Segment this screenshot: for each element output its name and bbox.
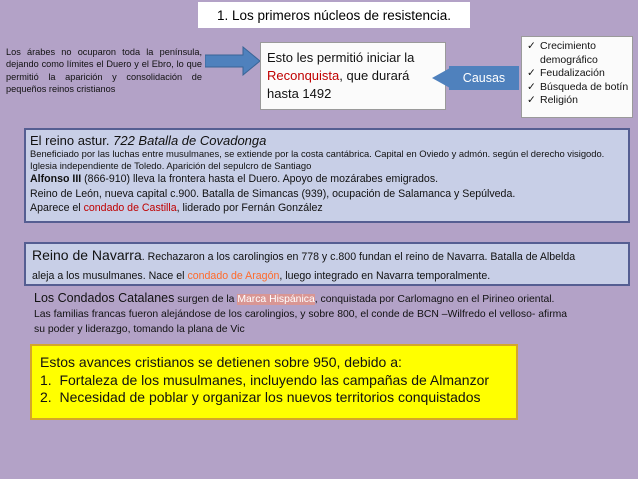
avances-item: 2. Necesidad de poblar y organizar los nuevos territorios conquistados	[40, 389, 481, 405]
navarra-heading: Reino de Navarra	[32, 247, 142, 263]
summary-line-2-rest: , que durará	[339, 68, 410, 83]
intro-text: Los árabes no ocuparon toda la península, dejando como límites el Duero y el Ebro, lo que permitió la aparición y consolidación de pequeños reinos cristianos	[6, 47, 202, 95]
avances-cristianos-box	[30, 344, 518, 420]
cause-item: ✓ Crecimiento demográfico	[527, 40, 598, 66]
astur-line-4: Reino de León, nueva capital c.900. Batalla de Simancas (939), ocupación de Salamanca y Sepúlveda.	[30, 187, 516, 200]
cataluna-heading: Los Condados Catalanes	[34, 291, 175, 305]
avances-intro: Estos avances cristianos se detienen sobre 950, debido a:	[40, 354, 402, 370]
astur-line-1: Beneficiado por las luchas entre musulmanes, se extiende por la costa cantábrica. Capital en Oviedo y admón. según el derecho visigodo.	[30, 148, 605, 159]
reconquista-summary-box	[260, 42, 446, 110]
cause-item: ✓ Religión	[527, 94, 578, 107]
causes-box	[521, 36, 633, 118]
slide-title: 1. Los primeros núcleos de resistencia.	[198, 2, 470, 28]
cataluna-line-2: Las familias francas fueron alejándose de los carolingios, y sobre 800, el conde de BCN –Wilfredo el velloso- afirma	[34, 309, 568, 320]
astur-line-3: Alfonso III (866-910) lleva la frontera hasta el Duero. Apoyo de mozárabes emigrados.	[30, 173, 439, 185]
cataluna-line-3: su poder y liderazgo, tomando la plana de Vic	[34, 324, 245, 335]
summary-line-1: Esto les permitió iniciar la	[267, 50, 415, 65]
check-icon: ✓	[527, 67, 536, 80]
causes-list	[527, 40, 629, 108]
avances-item: 1. Fortaleza de los musulmanes, incluyendo las campañas de Almanzor	[40, 371, 490, 388]
right-arrow-icon	[205, 46, 261, 76]
astur-heading: El reino astur. 722 Batalla de Covadonga	[30, 133, 267, 148]
check-icon: ✓	[527, 80, 536, 93]
condado-castilla-highlight: condado de Castilla	[83, 202, 177, 214]
summary-line-2	[267, 67, 439, 85]
reino-astur-panel	[24, 128, 630, 223]
reino-navarra-panel	[24, 242, 630, 286]
summary-line-3: hasta 1492	[267, 86, 332, 101]
cause-item: ✓ Feudalización	[527, 67, 605, 80]
condados-catalanes-section	[30, 288, 630, 340]
check-icon: ✓	[527, 40, 536, 52]
cataluna-line-1: Los Condados Catalanes surgen de la Marca Hispánica, conquistada por Carlomagno en el Pirineo oriental.	[34, 291, 555, 305]
check-icon: ✓	[527, 94, 536, 107]
astur-line-2: Iglesia independiente de Toledo. Aparición del sepulcro de Santiago	[30, 160, 312, 171]
navarra-line-1: Reino de Navarra. Rechazaron a los carolingios en 778 y c.800 fundan el reino de Navarra. Batalla de Albelda	[32, 247, 576, 263]
reconquista-highlight: Reconquista	[267, 68, 340, 83]
astur-line-5: Aparece el condado de Castilla, liderado por Fernán González	[30, 202, 323, 214]
causas-label: Causas	[449, 66, 519, 90]
navarra-line-2: aleja a los musulmanes. Nace el condado de Aragón, luego integrado en Navarra temporalmente.	[32, 270, 491, 282]
marca-hispanica-highlight: Marca Hispánica	[237, 294, 315, 305]
cause-item: ✓ Búsqueda de botín	[527, 80, 629, 93]
condado-aragon-highlight: condado de Aragón	[187, 270, 280, 282]
